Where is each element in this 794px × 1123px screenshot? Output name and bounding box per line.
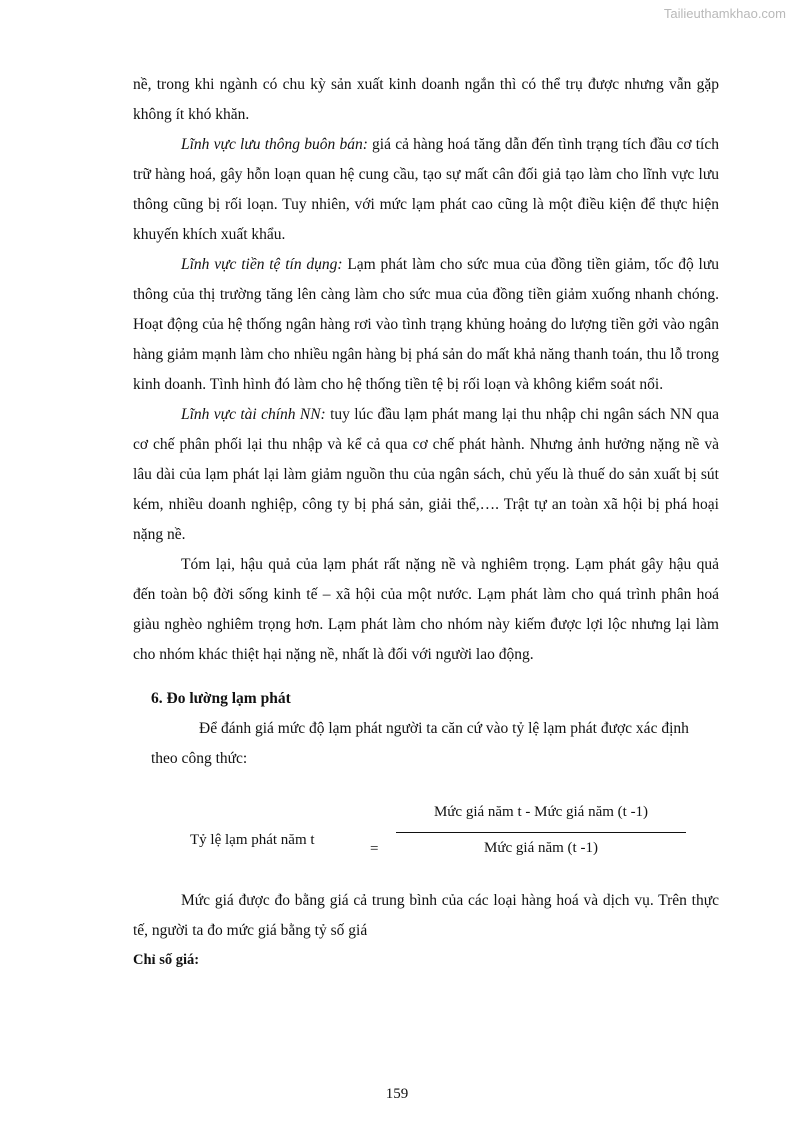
section-heading: 6. Đo lường lạm phát [151,690,291,707]
formula-numerator: Mức giá năm t - Mức giá năm (t -1) [433,804,649,820]
formula-equals: = [370,841,379,857]
document-page [133,70,719,972]
paragraph-summary: Tóm lại, hậu quả của lạm phát rất nặng nề và nghiêm trọng. Lạm phát gây hậu quả đến toàn bộ đời sống kinh tế – xã hội của một nước. Lạm phát làm cho quá trình phân hoá giàu nghèo nghiêm trọng hơn. Lạm phát làm cho nhóm này kiếm được lợi lộc nhưng lại làm cho nhóm khác thiệt hại nặng nề, nhất là đối với người lao động. [133,556,719,663]
paragraph-continuation: nề, trong khi ngành có chu kỳ sản xuất kinh doanh ngắn thì có thể trụ được nhưng vẫn gặp không ít khó khăn. [133,76,719,123]
finance-sector-body: tuy lúc đầu lạm phát mang lại thu nhập chi ngân sách NN qua cơ chế phân phối lại thu nhập và kể cả qua cơ chế phát hành. Nhưng ảnh hưởng nặng nề và lâu dài của lạm phát lại làm giảm nguồn thu của ngân sách, chủ yếu là thuế do sản xuất bị sút kém, nhiều doanh nghiệp, công ty bị phá sản, giải thể,…. Trật tự an toàn xã hội bị phá hoại nặng nề. [133,406,720,543]
formula-denominator: Mức giá năm (t -1) [484,840,598,856]
section-intro-text: Để đánh giá mức độ lạm phát người ta căn cứ vào tỷ lệ lạm phát được xác định theo công thức: [151,720,689,767]
trade-sector-body: giá cả hàng hoá tăng dẫn đến tình trạng tích đầu cơ tích trữ hàng hoá, gây hỗn loạn quan hệ cung cầu, tạo sự mất cân đối giả tạo làm cho lĩnh vực lưu thông cũng bị rối loạn. Tuy nhiên, với mức lạm phát cao cũng là một điều kiện để thực hiện khuyến khích xuất khẩu. [133,136,719,243]
monetary-sector-body: Lạm phát làm cho sức mua của đồng tiền giảm, tốc độ lưu thông của thị trường tăng lên càng làm cho sức mua của đồng tiền giảm xuống nhanh chóng. Hoạt động của hệ thống ngân hàng rơi vào tình trạng khủng hoảng do lượng tiền gởi vào ngân hàng giảm mạnh làm cho nhiều ngân hàng bị phá sản do mất khả năng thanh toán, thu lỗ trong kinh doanh. Tình hình đó làm cho hệ thống tiền tệ bị rối loạn và không kiểm soát nổi. [133,256,719,393]
page-number: 159 [385,1086,409,1102]
paragraph-monetary-sector [133,250,719,400]
paragraph-finance-sector [133,400,719,550]
section-intro [151,714,719,774]
paragraph-trade-sector [133,130,719,250]
price-index-label: Chỉ số giá: [133,952,200,968]
inflation-formula [133,796,719,886]
paragraph-price-level: Mức giá được đo bằng giá cả trung bình của các loại hàng hoá và dịch vụ. Trên thực tế, người ta đo mức giá bằng tỷ số giá [133,892,719,939]
formula-label: Tỷ lệ lạm phát năm t [190,832,315,848]
monetary-sector-lead: Lĩnh vực tiền tệ tín dụng: [181,256,343,273]
watermark: Tailieuthamkhao.com [663,6,786,21]
trade-sector-lead: Lĩnh vực lưu thông buôn bán: [181,136,368,153]
finance-sector-lead: Lĩnh vực tài chính NN: [181,406,326,423]
fraction-line [396,832,686,833]
